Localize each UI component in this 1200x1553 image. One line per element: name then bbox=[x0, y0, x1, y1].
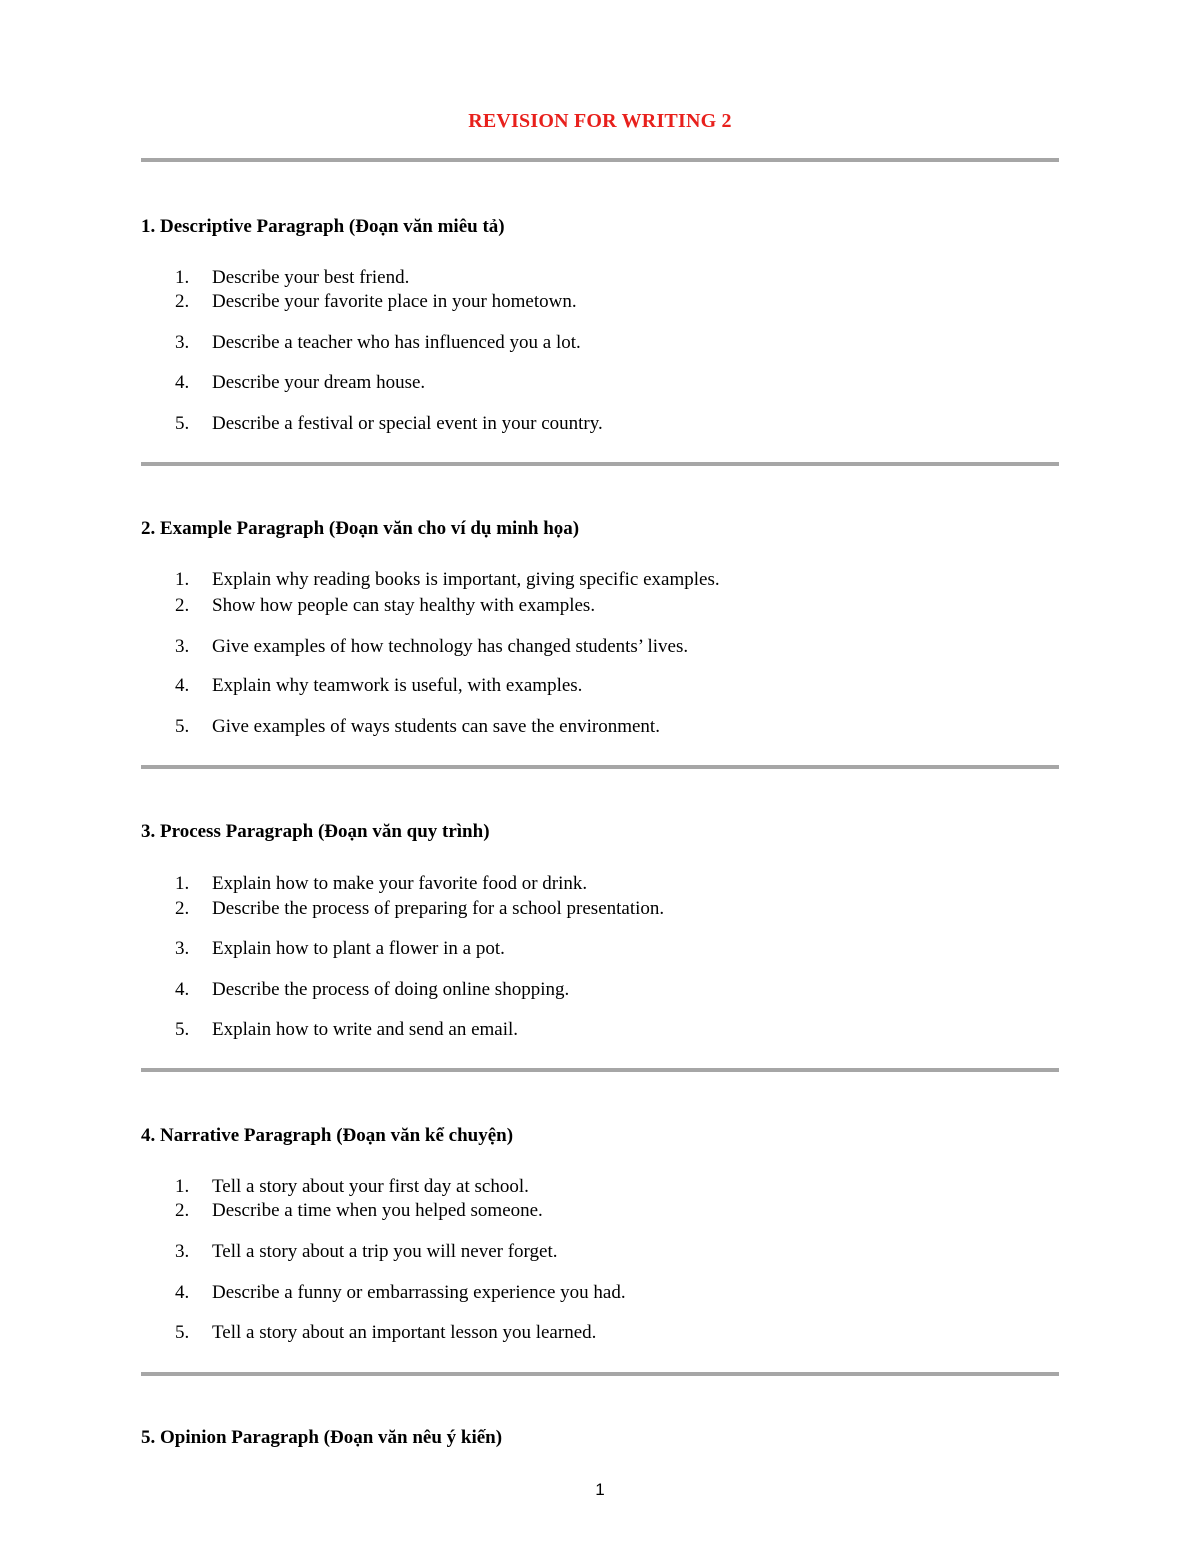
list-item-number: 3. bbox=[175, 636, 190, 657]
page-title: REVISION FOR WRITING 2 bbox=[468, 110, 732, 132]
section-divider bbox=[141, 462, 1059, 466]
list-item-text: Describe the process of preparing for a school presentation. bbox=[212, 898, 665, 919]
list-item-number: 2. bbox=[175, 291, 190, 312]
list-item-number: 4. bbox=[175, 675, 190, 696]
section-divider bbox=[141, 158, 1059, 162]
list-item-text: Describe the process of doing online shopping. bbox=[212, 979, 570, 1000]
list-item-number: 5. bbox=[175, 413, 190, 434]
list-item-text: Tell a story about an important lesson you learned. bbox=[212, 1322, 597, 1343]
list-item-text: Describe a time when you helped someone. bbox=[212, 1200, 543, 1221]
section-heading-example: 2. Example Paragraph (Đoạn văn cho ví dụ minh họa) bbox=[141, 518, 580, 539]
list-item-number: 4. bbox=[175, 1282, 190, 1303]
section-divider bbox=[141, 1068, 1059, 1072]
section-divider bbox=[141, 765, 1059, 769]
section-divider bbox=[141, 1372, 1059, 1376]
list-item-number: 3. bbox=[175, 1241, 190, 1262]
page-number: 1 bbox=[595, 1480, 605, 1499]
list-item-number: 2. bbox=[175, 595, 190, 616]
list-item-number: 3. bbox=[175, 938, 190, 959]
list-item-text: Explain how to plant a flower in a pot. bbox=[212, 938, 505, 959]
list-item-number: 1. bbox=[175, 1176, 190, 1197]
list-item-text: Show how people can stay healthy with examples. bbox=[212, 595, 596, 616]
list-item-number: 1. bbox=[175, 873, 190, 894]
list-item-text: Tell a story about your first day at school. bbox=[212, 1176, 529, 1197]
list-item-text: Describe your dream house. bbox=[212, 372, 426, 393]
list-item-text: Explain why teamwork is useful, with examples. bbox=[212, 675, 583, 696]
list-item-text: Explain why reading books is important, giving specific examples. bbox=[212, 569, 720, 590]
list-item-text: Describe a festival or special event in your country. bbox=[212, 413, 603, 434]
section-heading-opinion: 5. Opinion Paragraph (Đoạn văn nêu ý kiến) bbox=[141, 1427, 503, 1448]
list-item-number: 1. bbox=[175, 569, 190, 590]
list-item-text: Explain how to write and send an email. bbox=[212, 1019, 519, 1040]
list-item-text: Describe your favorite place in your hometown. bbox=[212, 291, 577, 312]
section-heading-descriptive: 1. Descriptive Paragraph (Đoạn văn miêu tả) bbox=[141, 216, 505, 237]
list-item-number: 5. bbox=[175, 1322, 190, 1343]
section-heading-narrative: 4. Narrative Paragraph (Đoạn văn kể chuyện) bbox=[141, 1125, 514, 1146]
list-item-number: 2. bbox=[175, 1200, 190, 1221]
list-item-text: Describe a funny or embarrassing experience you had. bbox=[212, 1282, 626, 1303]
list-item-text: Explain how to make your favorite food or drink. bbox=[212, 873, 588, 894]
list-item-text: Describe your best friend. bbox=[212, 267, 410, 288]
list-item-text: Give examples of how technology has changed students’ lives. bbox=[212, 636, 689, 657]
list-item-number: 5. bbox=[175, 1019, 190, 1040]
list-item-text: Tell a story about a trip you will never forget. bbox=[212, 1241, 558, 1262]
list-item-number: 2. bbox=[175, 898, 190, 919]
list-item-number: 5. bbox=[175, 716, 190, 737]
list-item-text: Describe a teacher who has influenced you a lot. bbox=[212, 332, 581, 353]
list-item-number: 4. bbox=[175, 372, 190, 393]
list-item-number: 1. bbox=[175, 267, 190, 288]
list-item-text: Give examples of ways students can save the environment. bbox=[212, 716, 660, 737]
section-heading-process: 3. Process Paragraph (Đoạn văn quy trình) bbox=[141, 821, 490, 842]
list-item-number: 4. bbox=[175, 979, 190, 1000]
list-item-number: 3. bbox=[175, 332, 190, 353]
